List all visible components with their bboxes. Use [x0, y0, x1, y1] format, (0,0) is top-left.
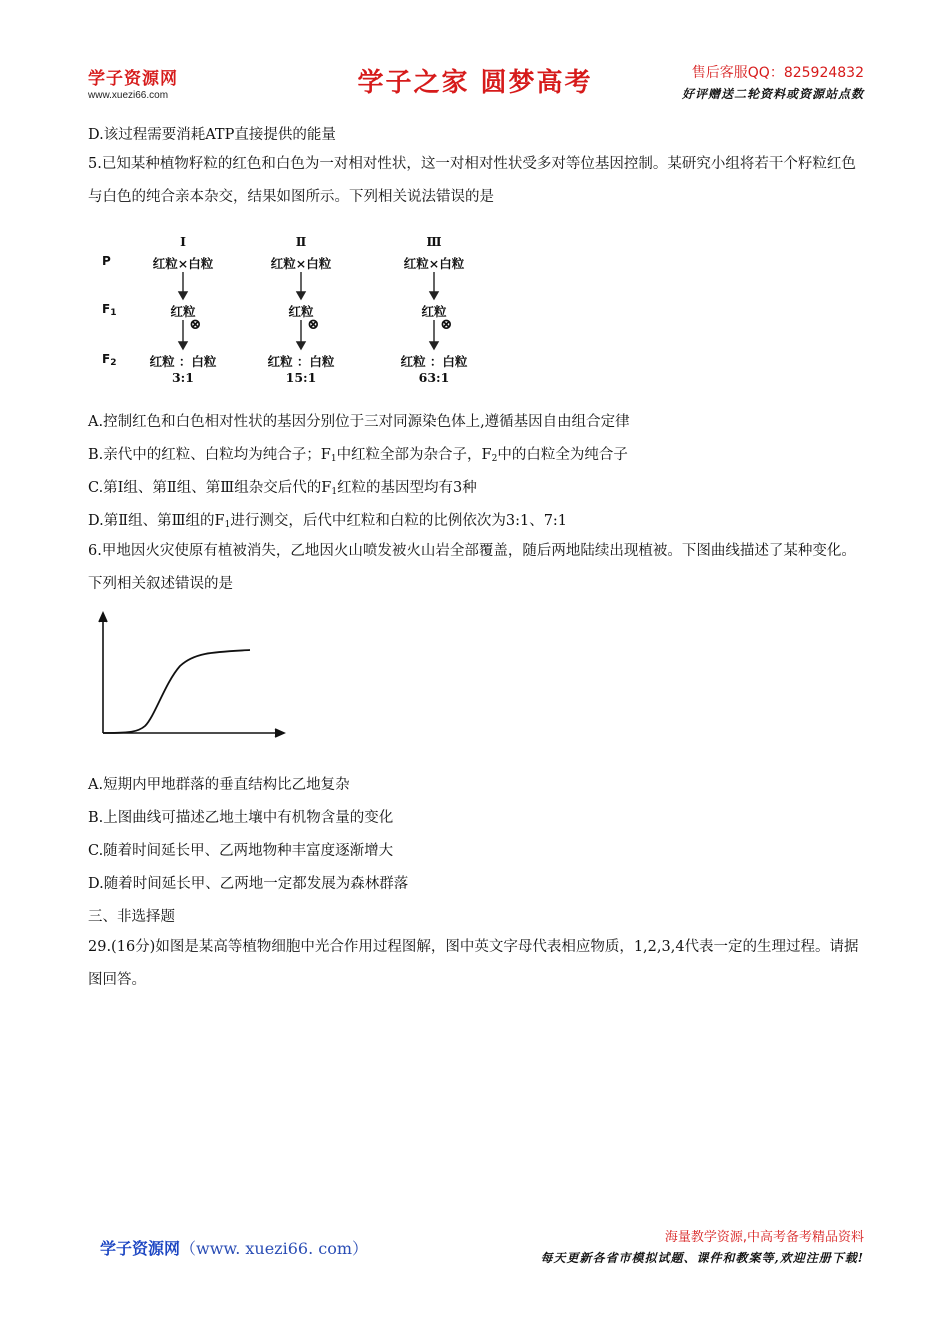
group-2-roman: Ⅱ: [295, 234, 307, 249]
group-1-f1: 红粒: [170, 304, 196, 319]
q6-stem: 6.甲地因火灾使原有植被消失，乙地因火山喷发被火山岩全部覆盖，随后两地陆续出现植被。下图曲线描述了某种变化。下列相关叙述错误的是: [88, 543, 856, 592]
q5-option-c: C.第Ⅰ组、第Ⅱ组、第Ⅲ组杂交后代的$F_1$红粒的基因型均有3种: [88, 480, 477, 497]
group-3-f2: 红粒 ：白粒: [400, 354, 468, 369]
q5-option-d: D.第Ⅱ组、第Ⅲ组的$F_1$进行测交，后代中红粒和白粒的比例依次为3:1、7:1: [88, 513, 568, 530]
q4-option-d: D.该过程需要消耗ATP直接提供的能量: [88, 127, 336, 143]
arrowhead-f1-f2-2: [297, 342, 305, 349]
footer-promo-line2: 每天更新各省市模拟试题、课件和教案等,欢迎注册下载!: [540, 1251, 864, 1265]
cross-figure: [98, 226, 488, 396]
logo-text: 学子资源网: [88, 69, 178, 89]
group-2-ratio: 15:1: [285, 370, 317, 385]
group-1-parents: 红粒×白粒: [152, 256, 214, 271]
q6-option-c: C.随着时间延长甲、乙两地物种丰富度逐渐增大: [88, 843, 394, 859]
q6-option-b: B.上图曲线可描述乙地土壤中有机物含量的变化: [88, 810, 394, 826]
footer-promo: [541, 1226, 864, 1266]
group-3-ratio: 63:1: [418, 370, 450, 385]
selfing-icon-2: ⊗: [307, 315, 320, 333]
selfing-icon-3: ⊗: [440, 315, 453, 333]
arrowhead-f1-f2-1: [179, 342, 187, 349]
group-2-parents: 红粒×白粒: [270, 256, 332, 271]
arrowhead-p-f1-3: [430, 292, 438, 299]
group-1-ratio: 3:1: [171, 370, 194, 385]
x-axis-arrow: [275, 729, 284, 737]
group-2-f2: 红粒 ：白粒: [267, 354, 335, 369]
arrowhead-p-f1-2: [297, 292, 305, 299]
row-label-p: P: [102, 254, 111, 268]
group-1-roman: Ⅰ: [180, 234, 186, 249]
selfing-icon-1: ⊗: [189, 315, 202, 333]
row-label-f2: $F_2$: [102, 352, 117, 368]
group-3-roman: Ⅲ: [426, 234, 442, 249]
service-note: 好评赠送二轮资料或资源站点数: [681, 87, 864, 101]
y-axis-arrow: [99, 613, 107, 622]
q5-option-b: B.亲代中的红粒、白粒均为纯合子；$F_1$中红粒全部为杂合子，$F_2$中的白粒全为纯合子: [88, 447, 628, 464]
q6-option-a: A.短期内甲地群落的垂直结构比乙地复杂: [88, 777, 350, 793]
arrowhead-f1-f2-3: [430, 342, 438, 349]
q29-stem: 29.(16分)如图是某高等植物细胞中光合作用过程图解，图中英文字母代表相应物质，1,2,3,4代表一定的生理过程。请据图回答。: [88, 939, 859, 988]
group-3-f1: 红粒: [421, 304, 447, 319]
service-info: [682, 62, 864, 102]
q6-option-d: D.随着时间延长甲、乙两地一定都发展为森林群落: [88, 876, 409, 892]
q5-option-a: A.控制红色和白色相对性状的基因分别位于三对同源染色体上,遵循基因自由组合定律: [88, 414, 630, 430]
group-2-f1: 红粒: [288, 304, 314, 319]
section-title: 三、非选择题: [88, 909, 175, 925]
arrowhead-p-f1-1: [179, 292, 187, 299]
footer-url[interactable]: （www. xuezi66. com）: [180, 1239, 369, 1258]
growth-curve-figure: [90, 608, 290, 743]
q5-stem: 5.已知某种植物籽粒的红色和白色为一对相对性状，这一对相对性状受多对等位基因控制。某研究小组将若干个籽粒红色与白色的纯合亲本杂交，结果如图所示。下列相关说法错误的是: [88, 156, 856, 205]
footer-brand-name: 学子资源网: [100, 1239, 181, 1258]
group-3-parents: 红粒×白粒: [403, 256, 465, 271]
logo-url: www.xuezi66.com: [88, 90, 169, 101]
group-1-f2: 红粒 ：白粒: [149, 354, 217, 369]
footer-promo-line1: 海量教学资源,中高考备考精品资料: [664, 1230, 864, 1245]
footer-brand: [100, 1236, 368, 1259]
cross-arrows: [98, 226, 488, 396]
header-slogan: 学子之家 圆梦高考: [357, 68, 593, 98]
service-qq: 售后客服QQ：825924832: [691, 65, 864, 81]
s-curve: [103, 650, 250, 733]
row-label-f1: $F_1$: [102, 302, 117, 318]
